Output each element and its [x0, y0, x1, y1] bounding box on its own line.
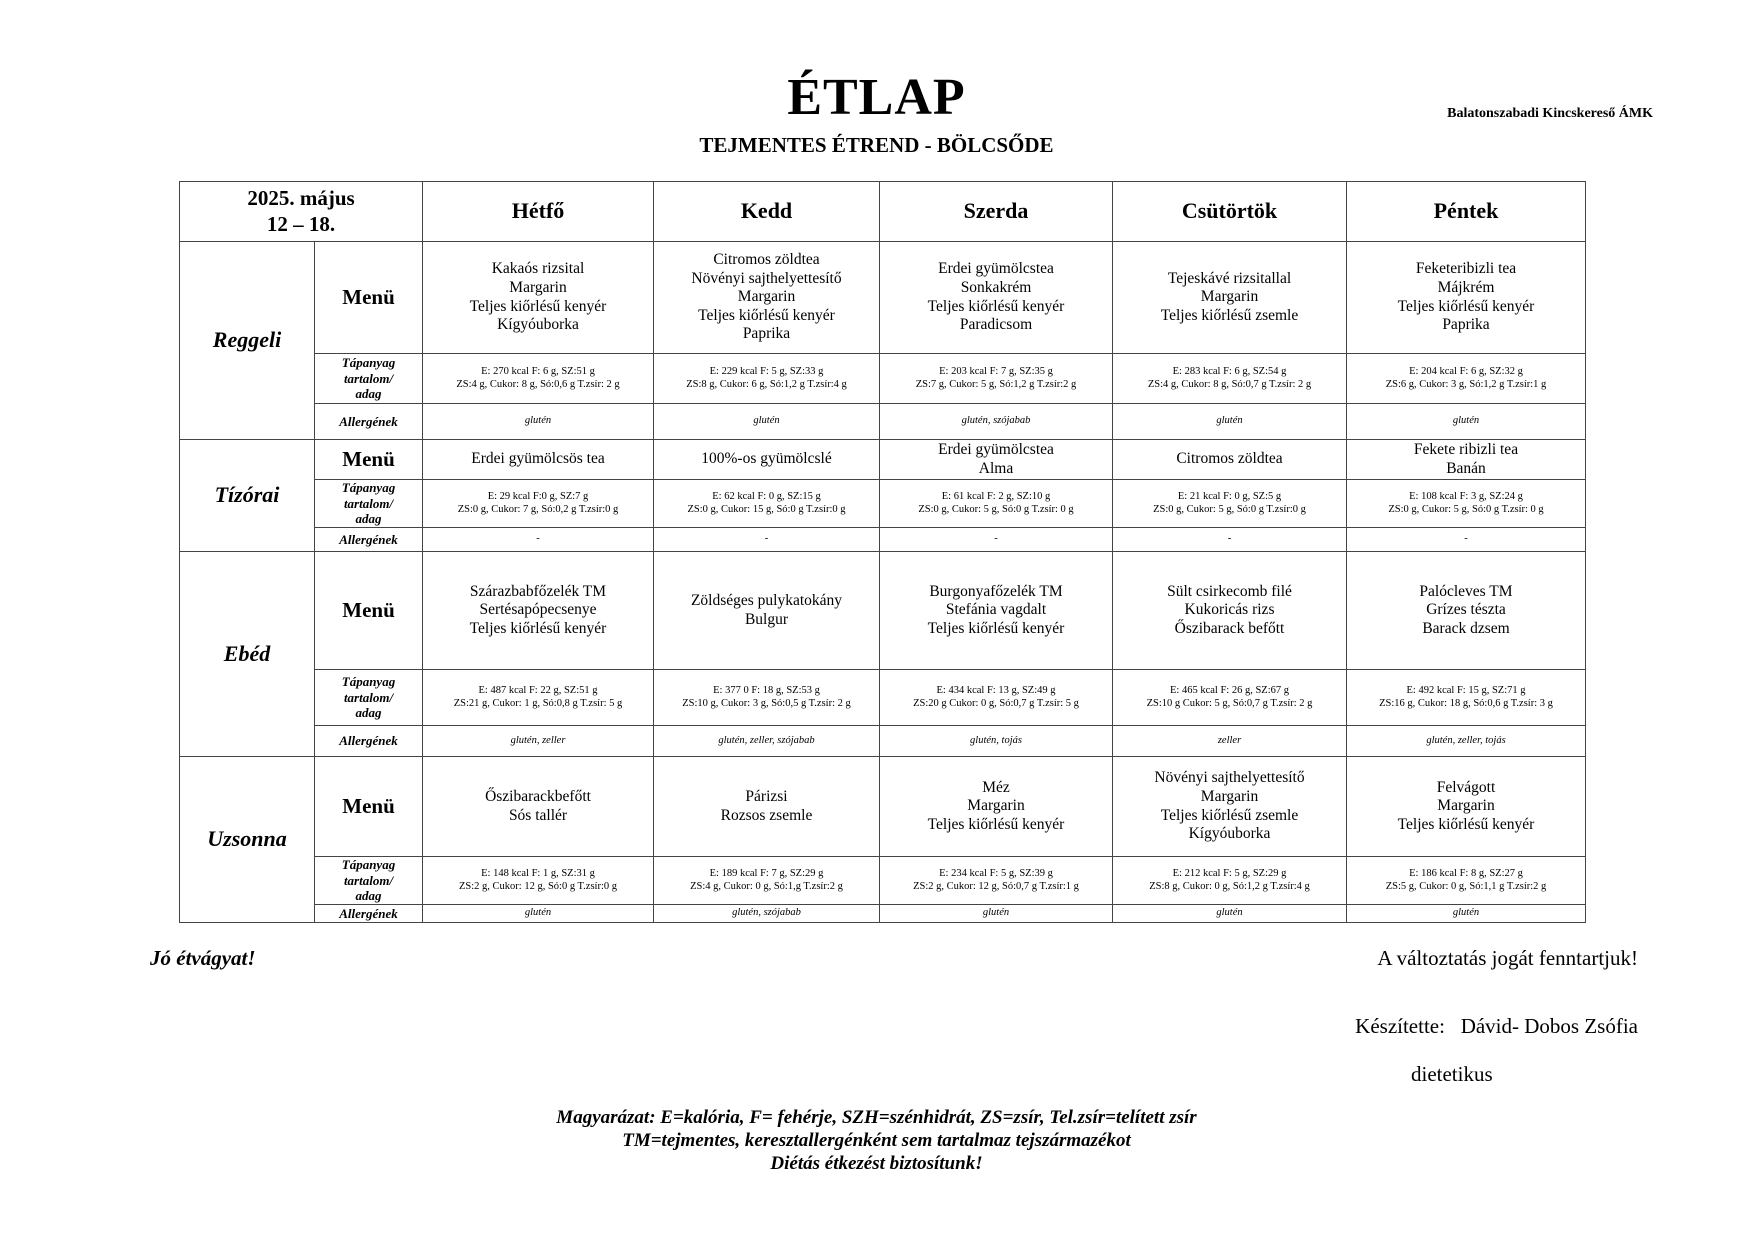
page-subtitle: TEJMENTES ÉTREND - BÖLCSŐDE: [699, 133, 1054, 157]
menu-item: Paradicsom: [959, 316, 1033, 334]
lunch-menu-monday: [423, 552, 654, 670]
week-date-cell: [180, 182, 423, 242]
allergens-row-label: Allergének: [315, 726, 423, 757]
menu-item: Májkrém: [1437, 278, 1495, 296]
menu-item: Barack dzsem: [1422, 619, 1510, 637]
menu-item: Erdei gyümölcstea: [938, 260, 1054, 278]
menu-item: 100%-os gyümölcslé: [701, 450, 832, 468]
menu-item: Teljes kiőrlésű kenyér: [1397, 297, 1535, 315]
nutrition-value: ZS:16 g, Cukor: 18 g, Só:0,6 g T.zsír: 3 g: [1379, 697, 1553, 709]
menu-item: Felvágott: [1436, 778, 1496, 796]
nutrition-value: ZS:10 g Cukor: 5 g, Só:0,7 g T.zsír: 2 g: [1146, 697, 1313, 709]
nutrition-value: E: 29 kcal F:0 g, SZ:7 g: [487, 490, 589, 502]
nutrition-value: E: 212 kcal F: 5 g, SZ:29 g: [1172, 867, 1287, 879]
afternoon-snack-allergens-row: [180, 905, 1586, 923]
menu-item: Sült csirkecomb filé: [1167, 582, 1292, 600]
menu-item: Sós tallér: [508, 806, 568, 824]
nutrition-label-line: adag: [355, 705, 382, 721]
menu-item: Teljes kiőrlésű kenyér: [927, 297, 1065, 315]
header-row: [180, 182, 1586, 242]
morning-snack-allergens-friday: -: [1347, 528, 1586, 552]
nutrition-value: E: 377 0 F: 18 g, SZ:53 g: [713, 684, 820, 696]
menu-item: Teljes kiőrlésű kenyér: [469, 619, 607, 637]
menu-item: Palócleves TM: [1419, 582, 1513, 600]
nutrition-value: E: 465 kcal F: 26 g, SZ:67 g: [1170, 684, 1289, 696]
menu-row-label: Menü: [315, 440, 423, 480]
morning-snack-allergens-row: [180, 528, 1586, 552]
menu-item: Paprika: [1442, 316, 1490, 334]
breakfast-menu-row: [180, 242, 1586, 354]
menu-item: Teljes kiőrlésű kenyér: [927, 815, 1065, 833]
lunch-nutrition-friday: [1347, 670, 1586, 726]
breakfast-nutrition-friday: [1347, 354, 1586, 404]
afternoon-snack-menu-row: [180, 757, 1586, 857]
week-date-month: 2025. május: [247, 186, 355, 211]
nutrition-label-line: tartalom/: [343, 872, 394, 888]
greeting-text: Jó étvágyat!: [150, 946, 256, 970]
lunch-allergens-tuesday: glutén, zeller, szójabab: [654, 726, 880, 757]
menu-item: Teljes kiőrlésű kenyér: [698, 306, 835, 324]
lunch-nutrition-tuesday: [654, 670, 880, 726]
nutrition-value: ZS:6 g, Cukor: 3 g, Só:1,2 g T.zsír:1 g: [1385, 378, 1547, 390]
legend-line-1: Magyarázat: E=kalória, F= fehérje, SZH=szénhidrát, ZS=zsír, Tel.zsír=telített zsír: [556, 1107, 1197, 1128]
nutrition-value: ZS:4 g, Cukor: 0 g, Só:1,g T.zsír:2 g: [690, 880, 843, 892]
nutrition-value: ZS:0 g, Cukor: 7 g, Só:0,2 g T.zsír:0 g: [457, 503, 619, 515]
legend-block: [0, 1106, 1753, 1176]
menu-item: Margarin: [737, 288, 796, 306]
nutrition-value: ZS:10 g, Cukor: 3 g, Só:0,5 g T.zsír: 2 g: [682, 697, 851, 709]
nutrition-label-line: adag: [355, 888, 382, 904]
afternoon-snack-menu-tuesday: [654, 757, 880, 857]
menu-item: Bulgur: [744, 610, 789, 628]
nutrition-value: ZS:2 g, Cukor: 12 g, Só:0,7 g T.zsír:1 g: [913, 880, 1079, 892]
nutrition-value: ZS:7 g, Cukor: 5 g, Só:1,2 g T.zsír:2 g: [915, 378, 1077, 390]
page-title: ÉTLAP: [787, 69, 966, 126]
morning-snack-menu-thursday: [1113, 440, 1347, 480]
morning-snack-menu-friday: [1347, 440, 1586, 480]
afternoon-snack-nutrition-friday: [1347, 857, 1586, 905]
allergens-row-label: Allergének: [315, 528, 423, 552]
menu-item: Őszibarack befőtt: [1174, 619, 1285, 637]
day-header-wednesday: Szerda: [880, 182, 1113, 242]
nutrition-label-line: adag: [355, 386, 382, 402]
breakfast-allergens-tuesday: glutén: [654, 404, 880, 440]
menu-item: Teljes kiőrlésű kenyér: [469, 297, 607, 315]
menu-item: Kukoricás rizs: [1184, 601, 1275, 619]
lunch-meal-label: Ebéd: [180, 552, 315, 757]
menu-item: Kígyóuborka: [1188, 825, 1271, 843]
breakfast-nutrition-row: [180, 354, 1586, 404]
menu-row-label: Menü: [315, 242, 423, 354]
nutrition-value: E: 108 kcal F: 3 g, SZ:24 g: [1409, 490, 1523, 502]
menu-item: Kígyóuborka: [497, 316, 579, 334]
afternoon-snack-menu-friday: [1347, 757, 1586, 857]
nutrition-value: ZS:8 g, Cukor: 0 g, Só:1,2 g T.zsír:4 g: [1149, 880, 1310, 892]
breakfast-nutrition-thursday: [1113, 354, 1347, 404]
morning-snack-meal-label: Tízórai: [180, 440, 315, 552]
menu-item: Grízes tészta: [1426, 601, 1506, 619]
menu-item: Teljes kiőrlésű kenyér: [927, 619, 1065, 637]
nutrition-value: E: 234 kcal F: 5 g, SZ:39 g: [939, 867, 1053, 879]
author-line: Készítette: Dávid- Dobos Zsófia: [1355, 1014, 1638, 1038]
morning-snack-nutrition-thursday: [1113, 480, 1347, 528]
nutrition-value: ZS:0 g, Cukor: 5 g, Só:0 g T.zsír: 0 g: [1388, 503, 1544, 515]
menu-item: Alma: [978, 459, 1014, 477]
menu-item: Erdei gyümölcsös tea: [471, 450, 605, 468]
lunch-nutrition-thursday: [1113, 670, 1347, 726]
nutrition-label-line: Tápanyag: [341, 674, 396, 690]
breakfast-allergens-wednesday: glutén, szójabab: [880, 404, 1113, 440]
morning-snack-allergens-wednesday: -: [880, 528, 1113, 552]
menu-item: Tejeskávé rizsitallal: [1167, 269, 1292, 287]
morning-snack-allergens-tuesday: -: [654, 528, 880, 552]
nutrition-value: E: 148 kcal F: 1 g, SZ:31 g: [481, 867, 595, 879]
menu-item: Fekete ribizli tea: [1413, 440, 1519, 458]
morning-snack-menu-monday: [423, 440, 654, 480]
nutrition-value: E: 492 kcal F: 15 g, SZ:71 g: [1406, 684, 1526, 696]
nutrition-value: ZS:20 g Cukor: 0 g, Só:0,7 g T.zsír: 5 g: [913, 697, 1079, 709]
lunch-allergens-row: [180, 726, 1586, 757]
nutrition-label-line: Tápanyag: [341, 480, 396, 496]
menu-item: Stefánia vagdalt: [945, 601, 1047, 619]
afternoon-snack-allergens-tuesday: glutén, szójabab: [654, 905, 880, 923]
lunch-allergens-friday: glutén, zeller, tojás: [1347, 726, 1586, 757]
menu-row-label: Menü: [315, 757, 423, 857]
afternoon-snack-nutrition-wednesday: [880, 857, 1113, 905]
breakfast-menu-friday: [1347, 242, 1586, 354]
menu-item: Teljes kiőrlésű kenyér: [1397, 815, 1535, 833]
breakfast-allergens-monday: glutén: [423, 404, 654, 440]
menu-body: [180, 242, 1586, 923]
menu-item: Növényi sajthelyettesítő: [1154, 769, 1305, 787]
nutrition-value: ZS:5 g, Cukor: 0 g, Só:1,1 g T.zsír:2 g: [1385, 880, 1547, 892]
nutrition-label-line: tartalom/: [343, 495, 394, 511]
menu-item: Paprika: [742, 325, 791, 343]
legend-line-2: TM=tejmentes, keresztallergénként sem tartalmaz tejszármazékot: [622, 1130, 1131, 1152]
nutrition-value: E: 61 kcal F: 2 g, SZ:10 g: [941, 490, 1051, 502]
afternoon-snack-nutrition-monday: [423, 857, 654, 905]
disclaimer-text: A változtatás jogát fenntartjuk!: [1377, 946, 1638, 970]
lunch-menu-row: [180, 552, 1586, 670]
nutrition-value: E: 487 kcal F: 22 g, SZ:51 g: [478, 684, 598, 696]
menu-item: Őszibarackbefőtt: [485, 787, 591, 805]
menu-item: Növényi sajthelyettesítő: [691, 269, 842, 287]
nutrition-value: E: 203 kcal F: 7 g, SZ:35 g: [939, 365, 1053, 377]
afternoon-snack-allergens-wednesday: glutén: [880, 905, 1113, 923]
morning-snack-menu-row: [180, 440, 1586, 480]
legend-line-3: Diétás étkezést biztosítunk!: [770, 1153, 983, 1175]
menu-item: Burgonyafőzelék TM: [929, 582, 1063, 600]
morning-snack-nutrition-monday: [423, 480, 654, 528]
nutrition-value: E: 62 kcal F: 0 g, SZ:15 g: [712, 490, 821, 502]
menu-item: Rozsos zsemle: [720, 806, 813, 824]
breakfast-nutrition-wednesday: [880, 354, 1113, 404]
menu-item: Méz: [982, 778, 1010, 796]
nutrition-value: E: 204 kcal F: 6 g, SZ:32 g: [1409, 365, 1523, 377]
nutrition-value: ZS:2 g, Cukor: 12 g, Só:0 g T.zsír:0 g: [459, 880, 617, 892]
lunch-menu-tuesday: [654, 552, 880, 670]
menu-item: Banán: [1446, 459, 1486, 477]
nutrition-label-line: Tápanyag: [341, 857, 396, 873]
nutrition-label-line: tartalom/: [343, 370, 394, 386]
afternoon-snack-meal-label: Uzsonna: [180, 757, 315, 923]
author-role: dietetikus: [1411, 1062, 1493, 1086]
nutrition-value: ZS:8 g, Cukor: 6 g, Só:1,2 g T.zsír:4 g: [686, 378, 847, 390]
menu-item: Sonkakrém: [960, 278, 1032, 296]
lunch-allergens-wednesday: glutén, tojás: [880, 726, 1113, 757]
menu-item: Citromos zöldtea: [713, 251, 820, 269]
nutrition-label-line: Tápanyag: [341, 355, 396, 371]
menu-item: Feketeribizli tea: [1415, 260, 1517, 278]
nutrition-value: ZS:4 g, Cukor: 8 g, Só:0,7 g T.zsír: 2 g: [1147, 378, 1312, 390]
day-header-friday: Péntek: [1347, 182, 1586, 242]
afternoon-snack-nutrition-tuesday: [654, 857, 880, 905]
lunch-allergens-monday: glutén, zeller: [423, 726, 654, 757]
morning-snack-allergens-thursday: -: [1113, 528, 1347, 552]
afternoon-snack-allergens-monday: glutén: [423, 905, 654, 923]
menu-item: Erdei gyümölcstea: [938, 440, 1054, 458]
nutrition-value: ZS:0 g, Cukor: 15 g, Só:0 g T.zsír:0 g: [687, 503, 846, 515]
nutrition-value: E: 21 kcal F: 0 g, SZ:5 g: [1177, 490, 1282, 502]
breakfast-allergens-row: [180, 404, 1586, 440]
breakfast-menu-thursday: [1113, 242, 1347, 354]
day-header-monday: Hétfő: [423, 182, 654, 242]
breakfast-menu-monday: [423, 242, 654, 354]
afternoon-snack-nutrition-thursday: [1113, 857, 1347, 905]
morning-snack-allergens-monday: -: [423, 528, 654, 552]
menu-item: Szárazbabfőzelék TM: [469, 582, 607, 600]
afternoon-snack-allergens-friday: glutén: [1347, 905, 1586, 923]
nutrition-row-label: [315, 857, 423, 905]
morning-snack-nutrition-friday: [1347, 480, 1586, 528]
day-header-thursday: Csütörtök: [1113, 182, 1347, 242]
menu-item: Margarin: [967, 797, 1025, 815]
morning-snack-nutrition-row: [180, 480, 1586, 528]
morning-snack-menu-wednesday: [880, 440, 1113, 480]
nutrition-value: E: 229 kcal F: 5 g, SZ:33 g: [709, 365, 824, 377]
institution-name: Balatonszabadi Kincskereső ÁMK: [1447, 106, 1653, 121]
nutrition-value: E: 283 kcal F: 6 g, SZ:54 g: [1172, 365, 1287, 377]
nutrition-label-line: tartalom/: [343, 689, 394, 705]
menu-item: Margarin: [1200, 288, 1259, 306]
afternoon-snack-allergens-thursday: glutén: [1113, 905, 1347, 923]
afternoon-snack-menu-monday: [423, 757, 654, 857]
nutrition-row-label: [315, 670, 423, 726]
menu-item: Margarin: [1200, 787, 1259, 805]
menu-row-label: Menü: [315, 552, 423, 670]
breakfast-nutrition-monday: [423, 354, 654, 404]
nutrition-value: ZS:21 g, Cukor: 1 g, Só:0,8 g T.zsír: 5 g: [453, 697, 623, 709]
afternoon-snack-menu-thursday: [1113, 757, 1347, 857]
menu-item: Párizsi: [745, 787, 788, 805]
afternoon-snack-nutrition-row: [180, 857, 1586, 905]
lunch-allergens-thursday: zeller: [1113, 726, 1347, 757]
allergens-row-label: Allergének: [315, 404, 423, 440]
allergens-row-label: Allergének: [315, 905, 423, 923]
nutrition-value: ZS:4 g, Cukor: 8 g, Só:0,6 g T.zsír: 2 g: [456, 378, 620, 390]
breakfast-menu-tuesday: [654, 242, 880, 354]
breakfast-meal-label: Reggeli: [180, 242, 315, 440]
lunch-menu-friday: [1347, 552, 1586, 670]
menu-item: Zöldséges pulykatokány: [690, 591, 843, 609]
nutrition-value: E: 434 kcal F: 13 g, SZ:49 g: [936, 684, 1056, 696]
menu-item: Teljes kiőrlésű zsemle: [1160, 306, 1299, 324]
menu-table: [179, 181, 1586, 923]
menu-item: Kakaós rizsital: [491, 260, 585, 278]
menu-item: Citromos zöldtea: [1176, 450, 1283, 468]
nutrition-value: ZS:0 g, Cukor: 5 g, Só:0 g T.zsír: 0 g: [918, 503, 1074, 515]
breakfast-nutrition-tuesday: [654, 354, 880, 404]
lunch-nutrition-wednesday: [880, 670, 1113, 726]
morning-snack-nutrition-tuesday: [654, 480, 880, 528]
day-header-tuesday: Kedd: [654, 182, 880, 242]
lunch-nutrition-monday: [423, 670, 654, 726]
nutrition-row-label: [315, 354, 423, 404]
morning-snack-nutrition-wednesday: [880, 480, 1113, 528]
nutrition-value: E: 186 kcal F: 8 g, SZ:27 g: [1409, 867, 1523, 879]
breakfast-allergens-friday: glutén: [1347, 404, 1586, 440]
lunch-menu-wednesday: [880, 552, 1113, 670]
nutrition-value: E: 189 kcal F: 7 g, SZ:29 g: [709, 867, 824, 879]
nutrition-value: ZS:0 g, Cukor: 5 g, Só:0 g T.zsír:0 g: [1153, 503, 1306, 515]
lunch-nutrition-row: [180, 670, 1586, 726]
menu-item: Margarin: [509, 278, 567, 296]
menu-item: Margarin: [1437, 797, 1495, 815]
menu-item: Teljes kiőrlésű zsemle: [1160, 806, 1299, 824]
nutrition-value: E: 270 kcal F: 6 g, SZ:51 g: [481, 365, 595, 377]
week-date-range: 12 – 18.: [266, 211, 336, 236]
morning-snack-menu-tuesday: [654, 440, 880, 480]
lunch-menu-thursday: [1113, 552, 1347, 670]
afternoon-snack-menu-wednesday: [880, 757, 1113, 857]
breakfast-allergens-thursday: glutén: [1113, 404, 1347, 440]
breakfast-menu-wednesday: [880, 242, 1113, 354]
nutrition-label-line: adag: [355, 511, 382, 527]
menu-item: Sertésapópecsenye: [479, 601, 597, 619]
nutrition-row-label: [315, 480, 423, 528]
